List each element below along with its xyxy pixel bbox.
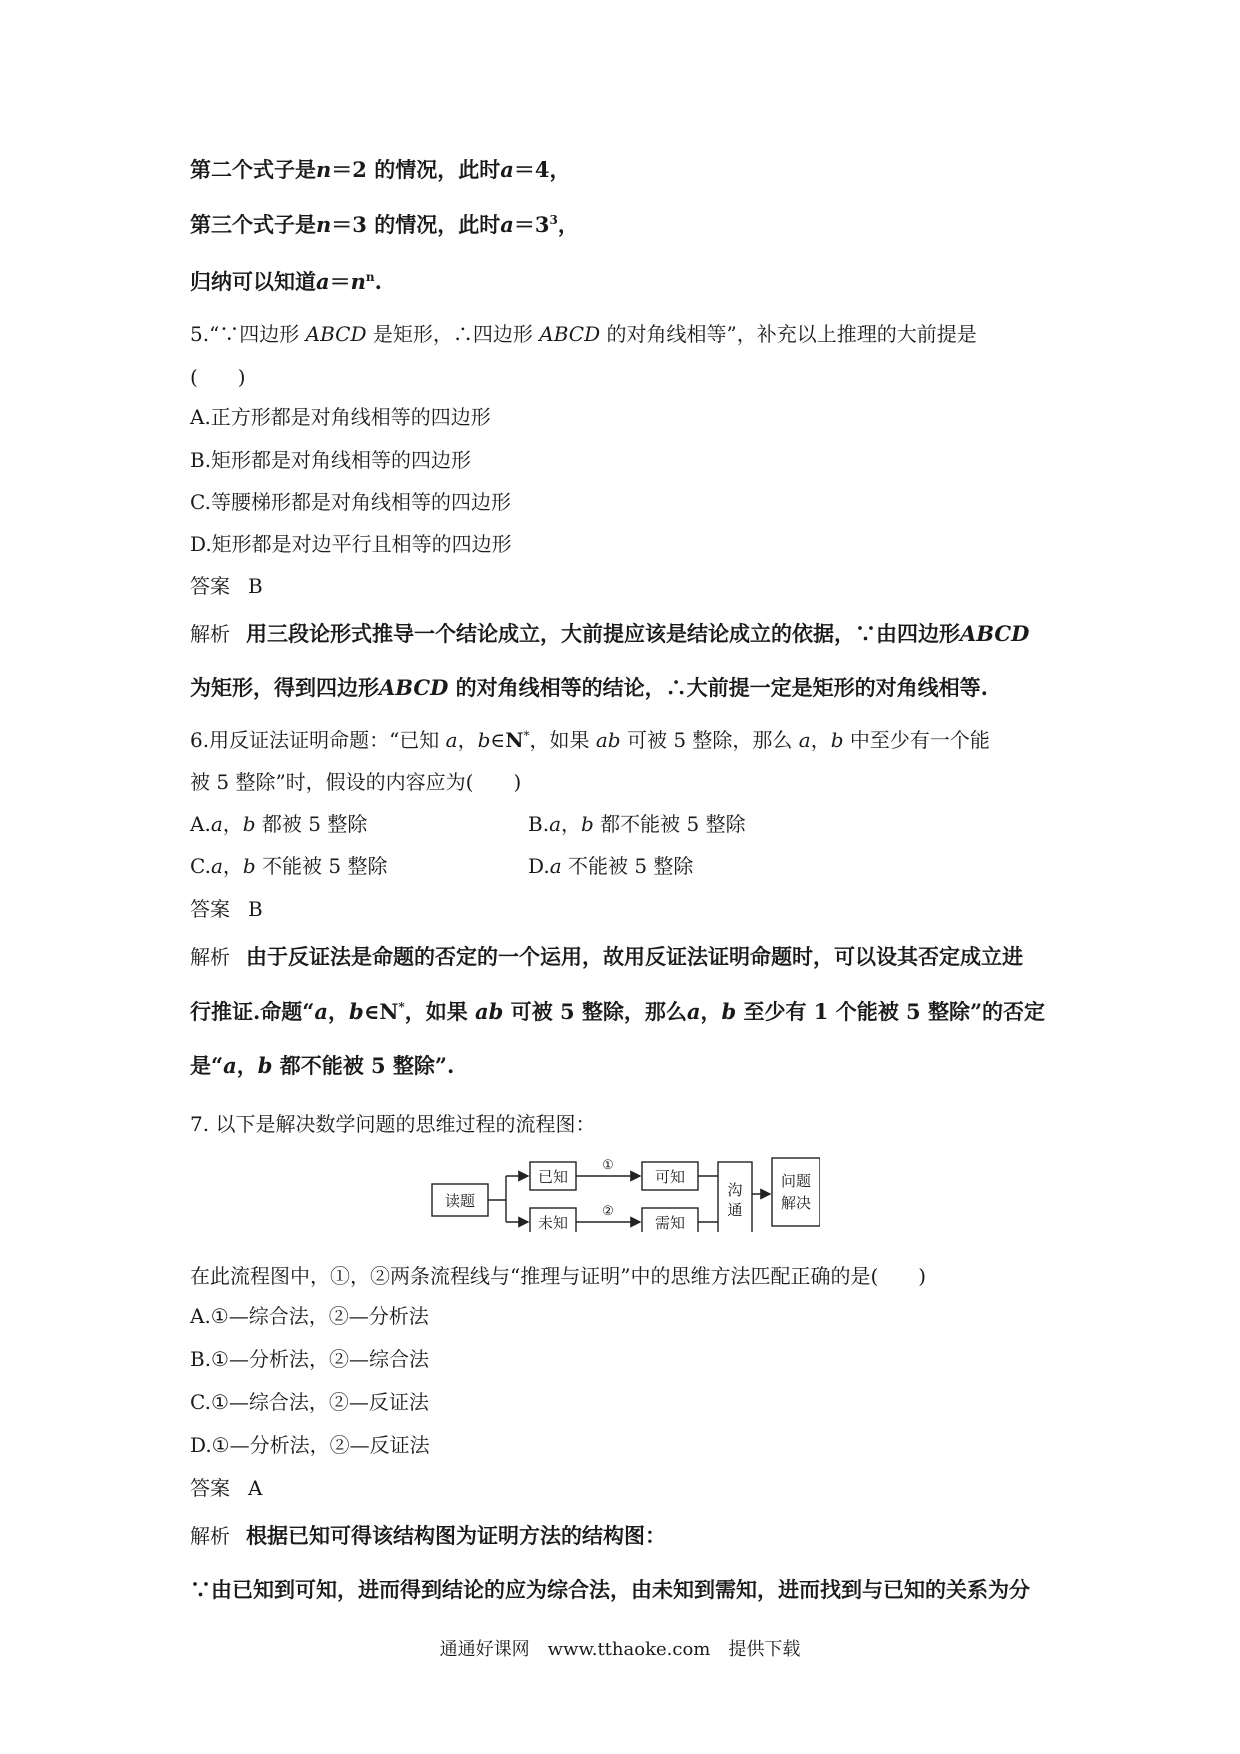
flow-label-1: ① bbox=[602, 1158, 614, 1173]
q7-analysis-line-1: 解析 根据已知可得该结构图为证明方法的结构图： bbox=[190, 1523, 666, 1548]
q5-analysis-line-1: 解析 用三段论形式推导一个结论成立，大前提应该是结论成立的依据，∵由四边形ABCD bbox=[190, 621, 1030, 646]
q7-analysis-line-2: ∵由已知到可知，进而得到结论的应为综合法，由未知到需知，进而找到与已知的关系为分 bbox=[190, 1577, 1030, 1602]
flow-unknown-text: 未知 bbox=[537, 1214, 569, 1232]
intro-line-1: 第二个式子是n＝2 的情况，此时a＝4， bbox=[190, 157, 571, 182]
q6-analysis-line-1: 解析 由于反证法是命题的否定的一个运用，故用反证法证明命题时，可以设其否定成立进 bbox=[190, 944, 1023, 969]
page-footer: 通通好课网 www.tthaoke.com 提供下载 bbox=[439, 1639, 801, 1660]
q7-option-d: D.①—分析法，②—反证法 bbox=[190, 1433, 430, 1457]
q6-analysis-line-3: 是“a，b 都不能被 5 整除”. bbox=[190, 1053, 455, 1078]
flowchart bbox=[420, 1150, 820, 1232]
flow-need-know-text: 需知 bbox=[654, 1214, 686, 1232]
flow-can-know-text: 可知 bbox=[654, 1168, 686, 1186]
intro-line-3: 归纳可以知道$a=n^n$. bbox=[190, 269, 382, 294]
q7-stem: 7. 以下是解决数学问题的思维过程的流程图： bbox=[190, 1112, 596, 1136]
q5-option-a: A.正方形都是对角线相等的四边形 bbox=[190, 405, 491, 429]
q6-analysis-line-2: 行推证.命题“a，b∈N*，如果 ab 可被 5 整除，那么a，b 至少有 1 个能被 5 整除”的否定 bbox=[190, 999, 1046, 1024]
flow-solve-text-2: 解决 bbox=[780, 1194, 812, 1212]
flow-comm-text-1: 沟 bbox=[727, 1181, 743, 1199]
q6-option-c: C.a，b 不能被 5 整除 bbox=[190, 854, 388, 878]
q6-option-a: A.a，b 都被 5 整除 bbox=[190, 812, 368, 836]
q5-stem: 5.“∵四边形 ABCD 是矩形，∴四边形 ABCD 的对角线相等”，补充以上推理的大前提是 bbox=[190, 322, 977, 346]
q7-option-b: B.①—分析法，②—综合法 bbox=[190, 1347, 429, 1371]
intro-line-2: 第三个式子是n＝3 的情况，此时$a=3^3$， bbox=[190, 212, 579, 237]
flow-solve-text-1: 问题 bbox=[780, 1172, 812, 1190]
q5-option-c: C.等腰梯形都是对角线相等的四边形 bbox=[190, 490, 511, 514]
q6-option-d: D.a 不能被 5 整除 bbox=[528, 854, 694, 878]
flow-box-solve bbox=[772, 1158, 820, 1226]
flow-label-2: ② bbox=[602, 1204, 614, 1219]
q5-paren: ( ) bbox=[190, 365, 246, 389]
flow-read-text: 读题 bbox=[444, 1192, 476, 1210]
q5-analysis-line-2: 为矩形，得到四边形ABCD 的对角线相等的结论，∴大前提一定是矩形的对角线相等. bbox=[190, 675, 988, 700]
q6-option-b: B.a，b 都不能被 5 整除 bbox=[528, 812, 746, 836]
q6-stem-1: 6.用反证法证明命题：“已知 a，b∈N*，如果 ab 可被 5 整除，那么 a，b 中至少有一个能 bbox=[190, 728, 990, 752]
flow-known-text: 已知 bbox=[537, 1168, 569, 1186]
q6-answer: 答案 B bbox=[190, 897, 263, 921]
q7-option-c: C.①—综合法，②—反证法 bbox=[190, 1390, 429, 1414]
q5-option-d: D.矩形都是对边平行且相等的四边形 bbox=[190, 532, 512, 556]
q7-stem-2: 在此流程图中，①，②两条流程线与“推理与证明”中的思维方法匹配正确的是( ) bbox=[190, 1264, 927, 1288]
q5-option-b: B.矩形都是对角线相等的四边形 bbox=[190, 448, 472, 472]
q7-answer: 答案 A bbox=[190, 1476, 263, 1500]
flow-comm-text-2: 通 bbox=[727, 1201, 743, 1219]
q7-option-a: A.①—综合法，②—分析法 bbox=[190, 1304, 429, 1328]
q5-answer: 答案 B bbox=[190, 574, 263, 598]
q6-stem-2: 被 5 整除”时，假设的内容应为( ) bbox=[190, 770, 522, 794]
